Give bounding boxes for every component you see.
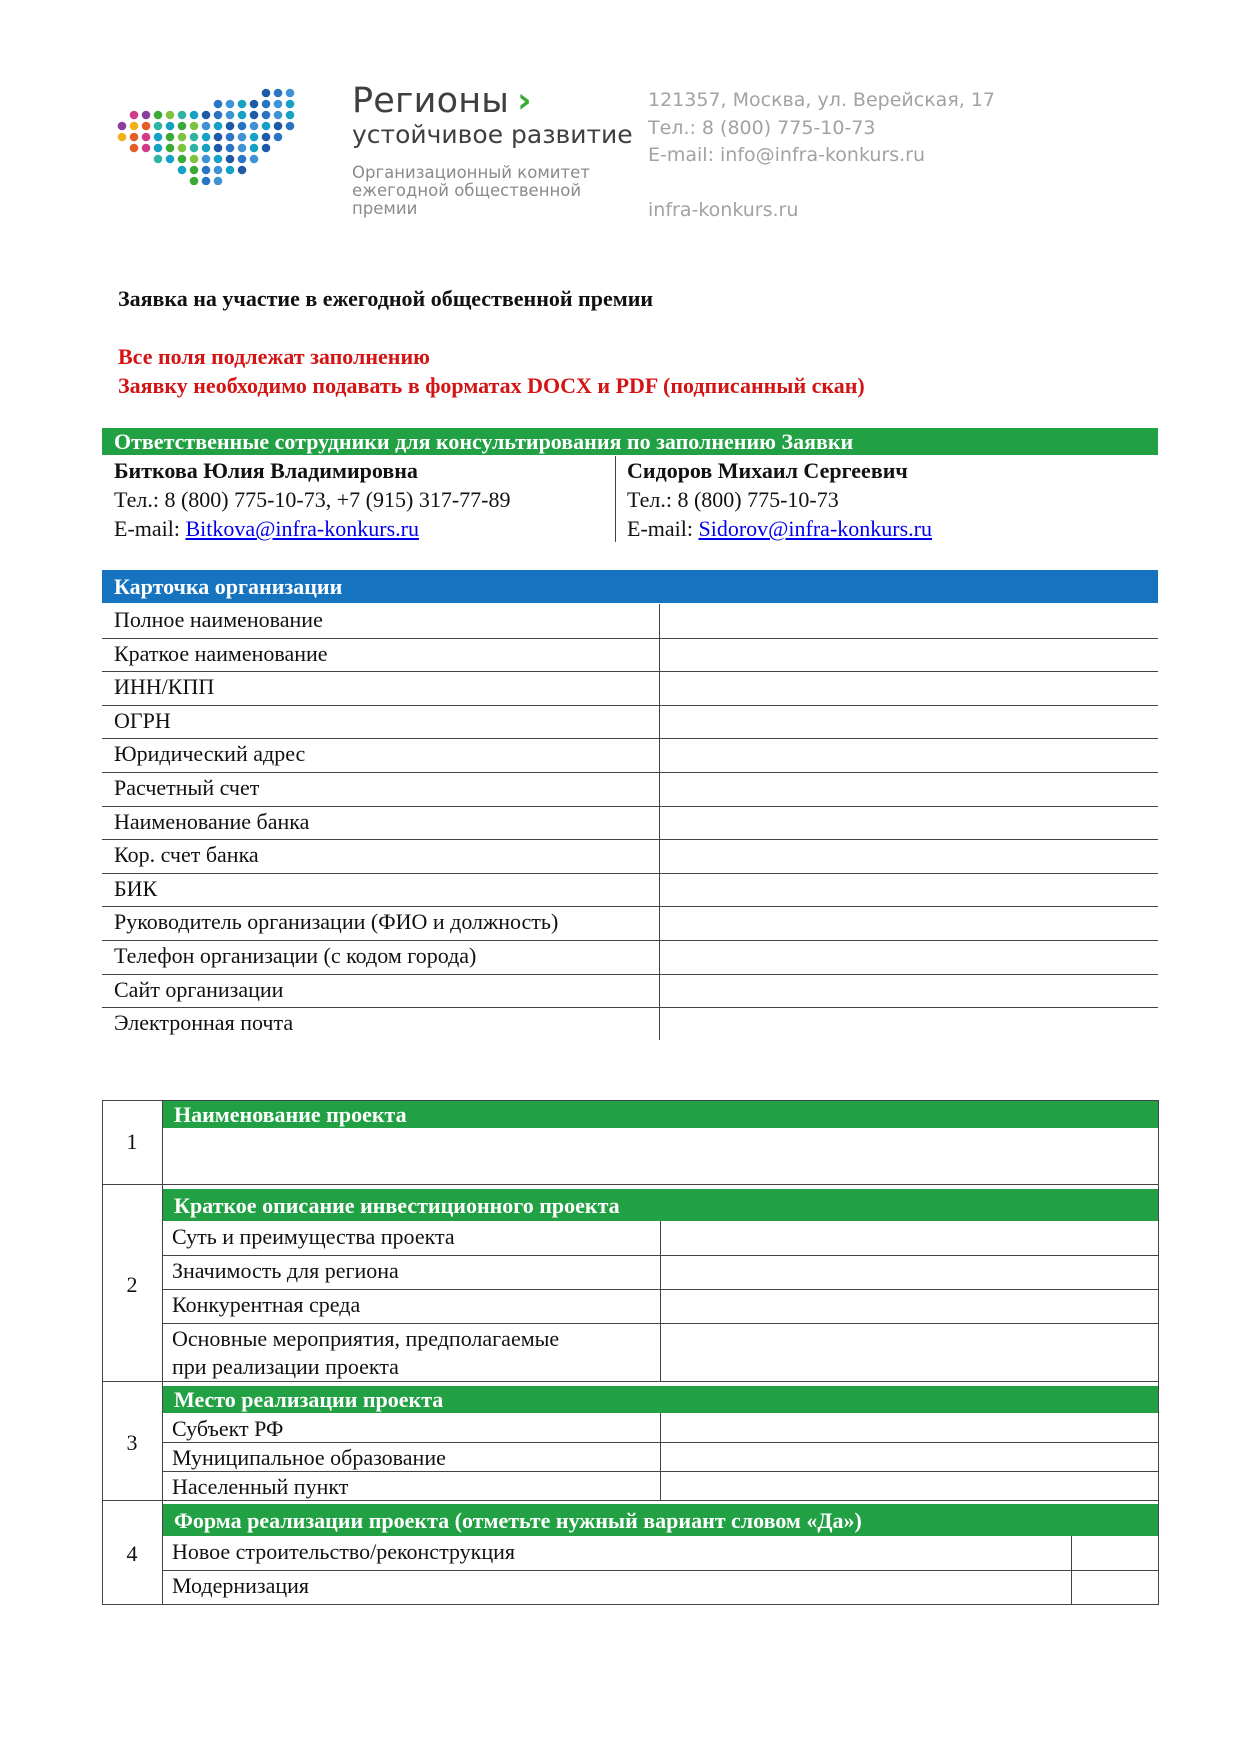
header-contacts <box>648 87 995 224</box>
logo-dot <box>214 166 223 175</box>
logo-dot <box>262 111 271 120</box>
card-field-value[interactable] <box>660 974 1158 1008</box>
card-field-label: Сайт организации <box>114 976 284 1002</box>
section-row-label: Новое строительство/реконструкция <box>172 1539 516 1564</box>
card-field-label: Наименование банка <box>114 808 310 834</box>
phone: Тел.: 8 (800) 775-10-73 <box>648 116 876 139</box>
logo-dot <box>202 144 211 153</box>
logo-dot <box>142 144 151 153</box>
logo-dot <box>190 111 199 120</box>
logo-dot <box>214 122 223 131</box>
chevron-right-icon: › <box>517 81 532 121</box>
section-row-value[interactable] <box>660 1221 1158 1255</box>
section-header: Краткое описание инвестиционного проекта <box>162 1189 1158 1221</box>
logo-dot <box>226 111 235 120</box>
logo-dot <box>166 133 175 142</box>
brand-title: Регионы › <box>352 81 532 121</box>
consultant-phone: Тел.: 8 (800) 775-10-73 <box>627 487 839 512</box>
card-field-label: Телефон организации (с кодом города) <box>114 943 477 968</box>
section-row-label: Муниципальное образование <box>172 1445 446 1470</box>
address: 121357, Москва, ул. Верейская, 17 <box>648 89 996 111</box>
column-divider <box>659 604 660 1040</box>
section-row-value[interactable] <box>660 1471 1158 1500</box>
site-link[interactable]: infra-konkurs.ru <box>648 198 799 221</box>
logo-dot <box>154 111 163 120</box>
logo-dot <box>130 122 139 131</box>
table-top-border <box>102 1100 1159 1101</box>
logo-dot <box>202 177 211 185</box>
card-field-label: ИНН/КПП <box>114 674 215 700</box>
section-number: 2 <box>126 1272 138 1297</box>
card-field-label: Кор. счет банка <box>114 842 259 868</box>
logo-dot <box>166 144 175 153</box>
consult-header: Ответственные сотрудники для консультирования по заполнению Заявки <box>102 428 1158 455</box>
logo-dot <box>178 122 187 131</box>
logo-dot <box>190 177 199 185</box>
logo-dot <box>214 100 223 109</box>
email-prefix: E-mail: <box>114 516 186 541</box>
logo-dot <box>166 111 175 120</box>
logo-dot <box>166 155 175 164</box>
card-field-label: Полное наименование <box>114 607 323 632</box>
logo-dot <box>178 111 187 120</box>
card-field-value[interactable] <box>660 772 1158 806</box>
brand-subtitle: устойчивое развитие <box>352 120 633 149</box>
section-row-value[interactable] <box>1071 1570 1158 1604</box>
logo-dot <box>250 111 259 120</box>
logo-dot <box>190 133 199 142</box>
logo-dot <box>274 89 283 98</box>
logo-dot <box>154 155 163 164</box>
table-left-border <box>102 1100 103 1605</box>
logo-dot <box>154 144 163 153</box>
logo-dot <box>274 111 283 120</box>
card-field-value[interactable] <box>660 705 1158 739</box>
card-field-label: Расчетный счет <box>114 775 260 800</box>
logo-dot <box>178 155 187 164</box>
logo-dot <box>142 133 151 142</box>
section-row-value[interactable] <box>660 1255 1158 1289</box>
logo-dot <box>286 111 295 120</box>
logo-dot <box>202 122 211 131</box>
card-field-label: Электронная почта <box>114 1010 294 1036</box>
logo-dot <box>118 122 127 131</box>
logo-dot <box>226 155 235 164</box>
card-field-value[interactable] <box>660 806 1158 840</box>
section-row-label: Суть и преимущества проекта <box>172 1224 455 1249</box>
logo-dot <box>178 166 187 175</box>
consultant-name: Сидоров Михаил Сергеевич <box>627 458 908 483</box>
value-column-divider <box>1071 1536 1072 1604</box>
consultant-2 <box>627 456 932 543</box>
card-field-label: ОГРН <box>114 707 171 733</box>
number-column-divider <box>162 1100 163 1605</box>
consultant-1 <box>114 456 510 543</box>
logo-dot <box>130 133 139 142</box>
card-field-value[interactable] <box>660 604 1158 638</box>
logo-dot <box>262 144 271 153</box>
section-divider <box>102 1604 1159 1605</box>
logo-dot <box>214 144 223 153</box>
table-right-border <box>1158 1100 1159 1605</box>
section-header: Наименование проекта <box>162 1100 1158 1128</box>
logo-dot <box>238 122 247 131</box>
notice-required: Все поля подлежат заполнению <box>118 344 430 369</box>
card-field-value[interactable] <box>660 873 1158 907</box>
logo-dot <box>250 122 259 131</box>
logo-dot <box>250 100 259 109</box>
logo-dot <box>142 122 151 131</box>
card-field-label: БИК <box>114 875 158 901</box>
section-divider <box>102 1381 1159 1382</box>
card-field-value[interactable] <box>660 738 1158 772</box>
logo-dot <box>202 133 211 142</box>
email-prefix: E-mail: <box>627 516 699 541</box>
consultant-name: Биткова Юлия Владимировна <box>114 458 418 483</box>
section-row-value[interactable] <box>660 1442 1158 1471</box>
card-field-value[interactable] <box>660 671 1158 705</box>
section-divider <box>102 1500 1159 1501</box>
consult-divider <box>615 456 616 542</box>
logo-dot <box>190 144 199 153</box>
section-row-label: Значимость для региона <box>172 1258 399 1283</box>
logo-dot <box>286 100 295 109</box>
section-row-value[interactable] <box>660 1289 1158 1323</box>
logo-dot <box>142 111 151 120</box>
section-number: 1 <box>126 1129 138 1154</box>
row-divider <box>162 1570 1158 1571</box>
logo-dot <box>286 89 295 98</box>
logo-dot <box>202 111 211 120</box>
org-note: Организационный комитет ежегодной общественной премии <box>352 163 590 218</box>
section-row-value[interactable] <box>660 1413 1158 1442</box>
section-header: Место реализации проекта <box>162 1386 1158 1413</box>
card-field-value[interactable] <box>660 906 1158 940</box>
logo-dot <box>226 144 235 153</box>
logo-dot <box>238 155 247 164</box>
logo-dot <box>262 122 271 131</box>
consultant-email-link[interactable]: Sidorov@infra-konkurs.ru <box>698 516 932 541</box>
logo-dot <box>154 133 163 142</box>
logo-dot <box>226 166 235 175</box>
email: E-mail: info@infra-konkurs.ru <box>648 144 926 166</box>
document-title: Заявка на участие в ежегодной общественной премии <box>118 286 654 311</box>
logo-dot <box>178 144 187 153</box>
logo-dot <box>214 133 223 142</box>
logo-dot <box>226 133 235 142</box>
logo-dot <box>214 111 223 120</box>
logo-dot <box>262 100 271 109</box>
logo-dot <box>190 155 199 164</box>
logo-dot <box>262 89 271 98</box>
logo-dot <box>250 144 259 153</box>
card-field-value[interactable] <box>660 1007 1158 1041</box>
logo-dot <box>190 166 199 175</box>
logo-dot <box>238 144 247 153</box>
value-column-divider <box>660 1413 661 1500</box>
logo-dot <box>262 133 271 142</box>
card-field-value[interactable] <box>660 638 1158 672</box>
logo-dot <box>190 122 199 131</box>
section-row-label: Конкурентная среда <box>172 1292 361 1317</box>
section-header: Форма реализации проекта (отметьте нужный вариант словом «Да») <box>162 1504 1158 1536</box>
logo-dot <box>238 100 247 109</box>
section-row-label: Субъект РФ <box>172 1416 284 1441</box>
card-header: Карточка организации <box>102 570 1158 603</box>
logo-mark <box>116 87 296 185</box>
logo-dot <box>238 133 247 142</box>
card-field-label: Юридический адрес <box>114 741 306 767</box>
logo-dot <box>238 166 247 175</box>
logo-dot <box>178 133 187 142</box>
logo-dot <box>154 122 163 131</box>
logo-dot <box>214 155 223 164</box>
section-divider <box>102 1184 1159 1185</box>
consultant-phone: Тел.: 8 (800) 775-10-73, +7 (915) 317-77-89 <box>114 487 511 512</box>
logo-dot <box>286 122 295 131</box>
card-field-label: Краткое наименование <box>114 640 328 666</box>
card-field-label: Руководитель организации (ФИО и должность) <box>114 909 559 935</box>
logo-dot <box>202 166 211 175</box>
section-row-label: Населенный пункт <box>172 1474 349 1499</box>
logo-dot <box>118 133 127 142</box>
section-row-label: Модернизация <box>172 1573 310 1598</box>
logo-dot <box>130 144 139 153</box>
logo-dot <box>274 122 283 131</box>
logo-dot <box>226 122 235 131</box>
consultant-email-link[interactable]: Bitkova@infra-konkurs.ru <box>185 516 419 541</box>
logo-dot <box>274 100 283 109</box>
card-field-value[interactable] <box>660 940 1158 974</box>
section-row-label: Основные мероприятия, предполагаемые при реализации проекта <box>172 1326 560 1379</box>
section-row-value[interactable] <box>660 1323 1158 1381</box>
logo-dot <box>130 111 139 120</box>
logo-dot <box>274 133 283 142</box>
logo-dot <box>202 155 211 164</box>
project-name-field[interactable] <box>162 1128 1158 1184</box>
logo-dot <box>238 111 247 120</box>
section-number: 3 <box>126 1430 138 1455</box>
logo-dot <box>166 122 175 131</box>
card-field-value[interactable] <box>660 839 1158 873</box>
logo-dot <box>226 100 235 109</box>
logo-dot <box>250 155 259 164</box>
section-number: 4 <box>126 1541 138 1566</box>
value-column-divider <box>660 1221 661 1381</box>
notice-formats: Заявку необходимо подавать в форматах DOCX и PDF (подписанный скан) <box>118 373 865 398</box>
section-row-value[interactable] <box>1071 1536 1158 1570</box>
logo-dot <box>214 177 223 185</box>
logo-dot <box>250 133 259 142</box>
